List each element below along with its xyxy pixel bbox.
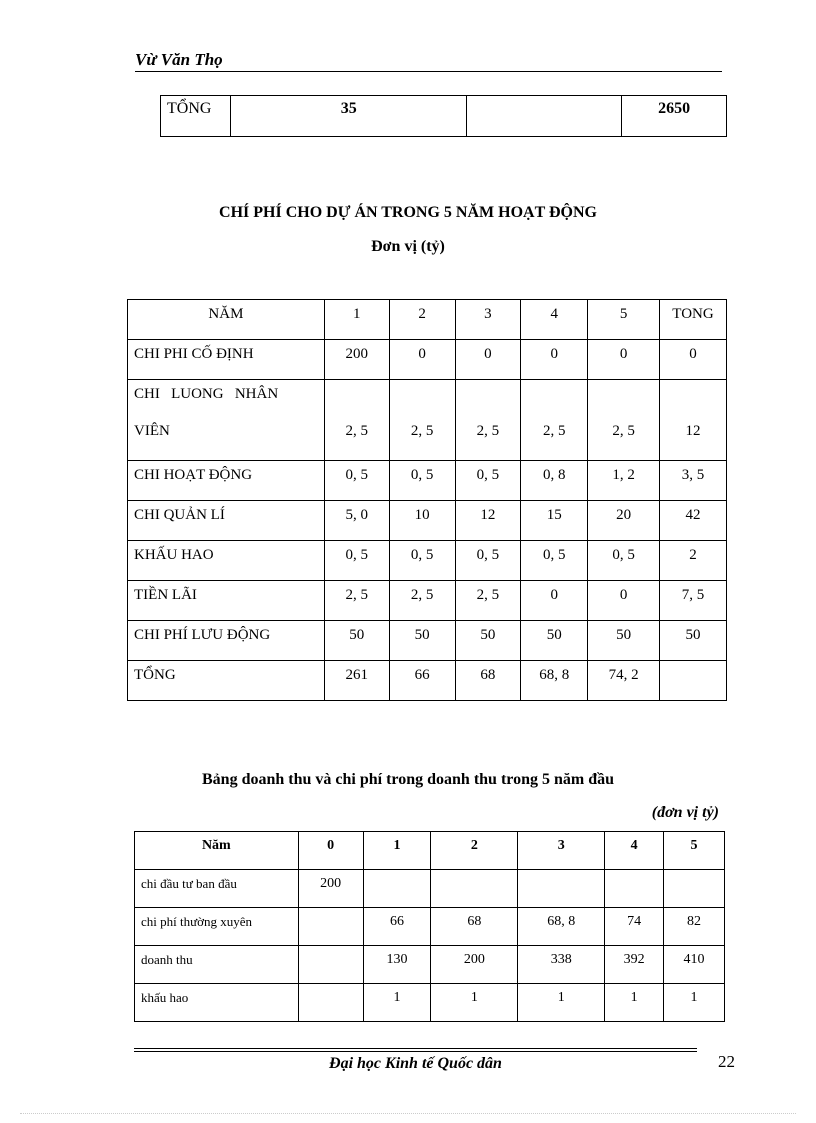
table-cell: 0 [521,340,588,380]
table-cell: 0, 5 [389,461,455,501]
column-header: 4 [521,300,588,340]
table-row [135,984,725,1022]
row-label: CHI QUẢN LÍ [128,501,325,541]
column-header: 5 [664,832,725,870]
table-cell: 12 [660,380,727,461]
table-row [128,541,727,581]
table-cell: 0, 5 [521,541,588,581]
section-title: CHÍ PHÍ CHO DỰ ÁN TRONG 5 NĂM HOẠT ĐỘNG [219,204,597,221]
table-cell: 2, 5 [521,380,588,461]
column-header: 4 [605,832,664,870]
table-cell: 42 [660,501,727,541]
table-cell: 5, 0 [324,501,389,541]
row-label: CHI PHI CỐ ĐỊNH [128,340,325,380]
table-row [135,908,725,946]
table-cell [518,870,605,908]
table-cell: 0, 5 [455,461,521,501]
table-cell: 1 [605,984,664,1022]
row-label-line: VIÊN [134,423,170,439]
table-cell: 0 [455,340,521,380]
section-unit: Đơn vị (tỷ) [371,238,445,255]
table-cell: 0 [660,340,727,380]
table-cell: 1, 2 [588,461,660,501]
table-cell: 2, 5 [324,380,389,461]
column-header: 3 [518,832,605,870]
table-cell: 50 [521,621,588,661]
table-cell: 0 [588,581,660,621]
table-cell: 2, 5 [588,380,660,461]
table-cell: 50 [660,621,727,661]
footer-rule [134,1051,697,1052]
table-cell: 200 [324,340,389,380]
table-cell: 1 [431,984,518,1022]
table-cell [605,870,664,908]
revenue-table [134,831,725,1022]
table-cell: 15 [521,501,588,541]
table-cell: 12 [455,501,521,541]
table-cell: 10 [389,501,455,541]
table-cell: 2, 5 [389,380,455,461]
row-label [128,380,325,461]
table-cell: 35 [230,96,467,137]
table-cell: 2 [660,541,727,581]
table-cell: 0, 5 [588,541,660,581]
table-cell: 392 [605,946,664,984]
table-row [128,621,727,661]
table-cell [363,870,431,908]
table-cell: 0, 5 [324,541,389,581]
table-cell: 410 [664,946,725,984]
table-cell: 338 [518,946,605,984]
section-title: Bảng doanh thu và chi phí trong doanh thu trong 5 năm đầu [202,771,614,788]
table-cell: 1 [518,984,605,1022]
section-unit: (đơn vị tỷ) [651,804,719,821]
row-label: doanh thu [135,946,299,984]
column-header: TONG [660,300,727,340]
table-row [128,501,727,541]
row-label: CHI PHÍ LƯU ĐỘNG [128,621,325,661]
row-label: khấu hao [135,984,299,1022]
column-header: 5 [588,300,660,340]
table-cell: 66 [389,661,455,701]
table-cell: 200 [298,870,363,908]
table-cell: 0, 5 [455,541,521,581]
table-cell: 74 [605,908,664,946]
table-cell: 66 [363,908,431,946]
table-cell: 82 [664,908,725,946]
table-cell: 130 [363,946,431,984]
table-cell: 68 [431,908,518,946]
page-number: 22 [718,1052,735,1071]
row-label-line: CHI LUONG NHÂN [134,386,279,402]
header-author: Vừ Văn Thọ [135,50,223,69]
table-cell [298,908,363,946]
table-cell: TỔNG [161,96,231,137]
table-header-row [135,832,725,870]
table-row [128,661,727,701]
row-label: KHẤU HAO [128,541,325,581]
table-cell: 68, 8 [521,661,588,701]
header-rule [135,71,722,72]
table-cell: 1 [363,984,431,1022]
table-cell: 2650 [622,96,727,137]
table-cell: 2, 5 [455,380,521,461]
table-cell [664,870,725,908]
table-cell: 0, 5 [324,461,389,501]
table-cell: 2, 5 [455,581,521,621]
row-label: CHI HOẠT ĐỘNG [128,461,325,501]
summary-table [160,95,727,137]
table-cell: 68 [455,661,521,701]
table-header-row [128,300,727,340]
table-row [128,340,727,380]
table-row [128,461,727,501]
table-row [135,870,725,908]
column-header: NĂM [128,300,325,340]
table-cell: 50 [455,621,521,661]
table-cell [298,946,363,984]
page-edge-divider [20,1113,796,1114]
table-cell: 3, 5 [660,461,727,501]
table-cell: 0, 8 [521,461,588,501]
row-label: chi đầu tư ban đầu [135,870,299,908]
row-label: TỔNG [128,661,325,701]
column-header: 2 [389,300,455,340]
table-cell [467,96,622,137]
table-cell: 0 [389,340,455,380]
row-label: TIỀN LÃI [128,581,325,621]
footer-rule [134,1048,697,1049]
column-header: 1 [324,300,389,340]
table-cell: 20 [588,501,660,541]
table-cell: 50 [389,621,455,661]
table-cell: 0, 5 [389,541,455,581]
column-header: 1 [363,832,431,870]
cost-table [127,299,727,701]
table-row [128,581,727,621]
table-cell: 50 [588,621,660,661]
row-label: chi phí thường xuyên [135,908,299,946]
table-cell: 0 [588,340,660,380]
table-cell: 261 [324,661,389,701]
table-cell: 200 [431,946,518,984]
table-cell [298,984,363,1022]
table-row [128,380,727,461]
table-cell [660,661,727,701]
table-cell: 2, 5 [389,581,455,621]
table-cell [431,870,518,908]
table-cell: 68, 8 [518,908,605,946]
column-header: 0 [298,832,363,870]
footer-text: Đại học Kinh tế Quốc dân [329,1055,502,1072]
column-header: 2 [431,832,518,870]
table-cell: 74, 2 [588,661,660,701]
table-cell: 50 [324,621,389,661]
column-header: Năm [135,832,299,870]
table-cell: 1 [664,984,725,1022]
table-row [135,946,725,984]
column-header: 3 [455,300,521,340]
table-cell: 0 [521,581,588,621]
table-row [161,96,727,137]
table-cell: 2, 5 [324,581,389,621]
table-cell: 7, 5 [660,581,727,621]
